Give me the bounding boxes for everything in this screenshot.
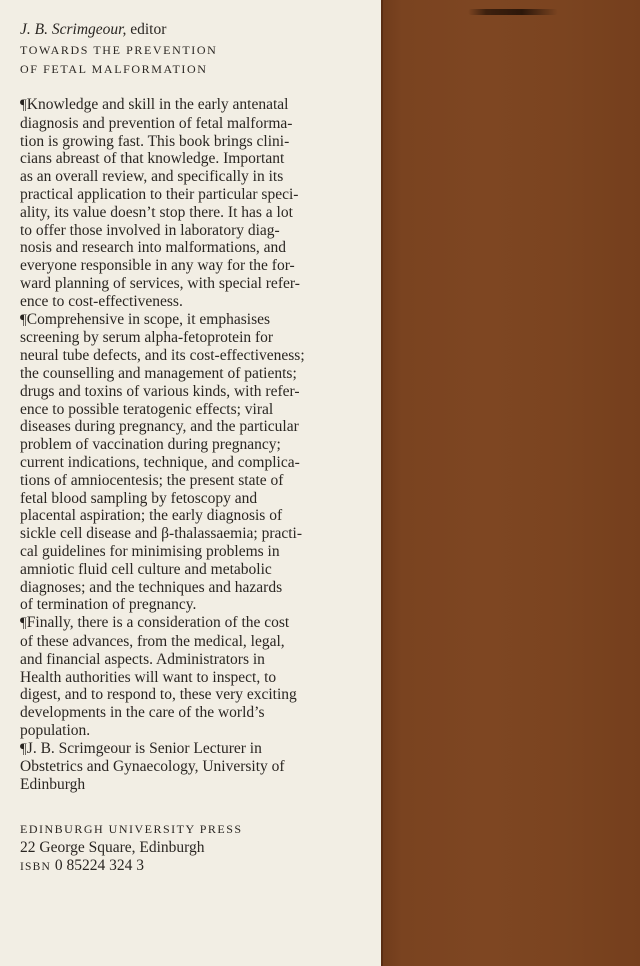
blurb-line [20,436,375,454]
pilcrow-icon: ¶ [20,311,27,328]
blurb-line-text: Edinburgh [20,776,86,794]
blurb-line-text: neural tube defects, and its cost-effectiveness; [20,347,305,365]
blurb-line [20,614,375,633]
blurb-line [20,525,375,543]
blurb-line [20,383,375,401]
blurb-line-text: Health authorities will want to inspect, to [20,668,277,686]
blurb-line [20,704,375,722]
blurb-line [20,454,375,472]
blurb-line [20,204,375,222]
blurb-line [20,96,375,115]
spine-edge [381,0,383,966]
blurb-line [20,686,375,704]
blurb-line [20,329,375,347]
publisher-block [20,820,375,876]
blurb-line-text: placental aspiration; the early diagnosis of [20,507,283,525]
book-spine [381,0,640,966]
blurb-line-text: ward planning of services, with special refer- [20,274,300,292]
editor-role: editor [130,21,167,38]
blurb-line-text: tions of amniocentesis; the present state of [20,471,284,489]
blurb-paragraph [20,311,375,615]
blurb-line [20,507,375,525]
blurb-line-text: Knowledge and skill in the early antenatal [26,96,289,113]
blurb-line-text: practical application to their particular speci- [20,185,299,203]
blurb-line-text: of termination of pregnancy. [20,596,197,614]
blurb-line [20,758,375,776]
blurb-line-text: Finally, there is a consideration of the cost [26,614,290,632]
blurb-line [20,347,375,365]
blurb-line [20,115,375,133]
blurb-body [20,96,375,794]
blurb-line-text: diagnoses; and the techniques and hazards [20,578,283,596]
blurb-line-text: ence to possible teratogenic effects; viral [20,400,274,418]
blurb-line [20,561,375,579]
blurb-paragraph [20,740,375,794]
blurb-line [20,150,375,168]
blurb-line-text: to offer those involved in laboratory diag- [20,221,280,239]
blurb-line-text: Comprehensive in scope, it emphasises [26,310,271,328]
blurb-line-text: screening by serum alpha-fetoprotein for [20,329,274,347]
blurb-line [20,579,375,597]
blurb-line-text: population. [20,721,91,739]
blurb-line [20,472,375,490]
blurb-line [20,311,375,330]
blurb-line [20,222,375,240]
blurb-line [20,293,375,311]
blurb-line-text: of these advances, from the medical, legal, [20,632,285,650]
blurb-line [20,490,375,508]
blurb-line [20,633,375,651]
blurb-line-text: tion is growing fast. This book brings clini- [20,132,290,150]
blurb-line-text: digest, and to respond to, these very exciting [20,686,297,704]
blurb-line-text: sickle cell disease and β-thalassaemia; practi- [20,525,303,543]
blurb-line-text: nosis and research into malformations, and [20,239,287,257]
publisher-name: EDINBURGH UNIVERSITY PRESS [20,822,243,837]
blurb-line [20,418,375,436]
blurb-line [20,365,375,383]
editor-line [20,20,375,40]
pilcrow-icon: ¶ [20,97,27,113]
blurb-line-text: diagnosis and prevention of fetal malforma- [20,114,293,132]
blurb-line [20,401,375,419]
blurb-line [20,186,375,204]
isbn-label: ISBN [20,861,52,874]
blurb-line-text: ence to cost-effectiveness. [20,292,183,310]
blurb-line-text: as an overall review, and specifically in its [20,168,284,186]
blurb-line [20,133,375,151]
blurb-line-text: fetal blood sampling by fetoscopy and [20,489,258,507]
blurb-line-text: J. B. Scrimgeour is Senior Lecturer in [26,739,262,757]
book-title [20,41,375,79]
blurb-line-text: and financial aspects. Administrators in [20,650,265,668]
blurb-line [20,275,375,293]
isbn-value: 0 85224 324 3 [54,857,145,875]
blurb-line-text: problem of vaccination during pregnancy; [20,436,281,454]
book-title-line: OF FETAL MALFORMATION [20,62,208,76]
blurb-line-text: diseases during pregnancy, and the particular [20,418,299,436]
blurb-line [20,543,375,561]
blurb-line [20,239,375,257]
blurb-line-text: cians abreast of that knowledge. Important [20,150,285,168]
spine-scuff-mark [468,9,558,15]
blurb-line-text: current indications, technique, and complica- [20,453,300,471]
blurb-line-text: amniotic fluid cell culture and metabolic [20,560,272,578]
blurb-line [20,651,375,669]
publisher-address: 22 George Square, Edinburgh [20,839,205,857]
blurb-line [20,722,375,740]
blurb-line-text: everyone responsible in any way for the for- [20,257,295,275]
blurb-line [20,168,375,186]
blurb-line [20,776,375,794]
pilcrow-icon: ¶ [20,740,27,757]
blurb-line-text: drugs and toxins of various kinds, with refer- [20,382,300,400]
blurb-line [20,596,375,614]
blurb-paragraph [20,614,375,740]
blurb-paragraph [20,96,375,311]
book-title-line: TOWARDS THE PREVENTION [20,43,218,57]
blurb-line [20,740,375,759]
blurb-line-text: ality, its value doesn’t stop there. It has a lot [20,203,293,221]
isbn-line [20,857,375,876]
blurb-line-text: developments in the care of the world’s [20,704,265,722]
editor-name: J. B. Scrimgeour, [20,21,127,38]
pilcrow-icon: ¶ [20,615,27,632]
blurb-line [20,257,375,275]
blurb-line [20,669,375,687]
blurb-line-text: the counselling and management of patients; [20,364,297,382]
blurb-line-text: Obstetrics and Gynaecology, University of [20,758,285,776]
blurb-line-text: cal guidelines for minimising problems in [20,542,280,560]
blurb-text-block [20,20,375,876]
